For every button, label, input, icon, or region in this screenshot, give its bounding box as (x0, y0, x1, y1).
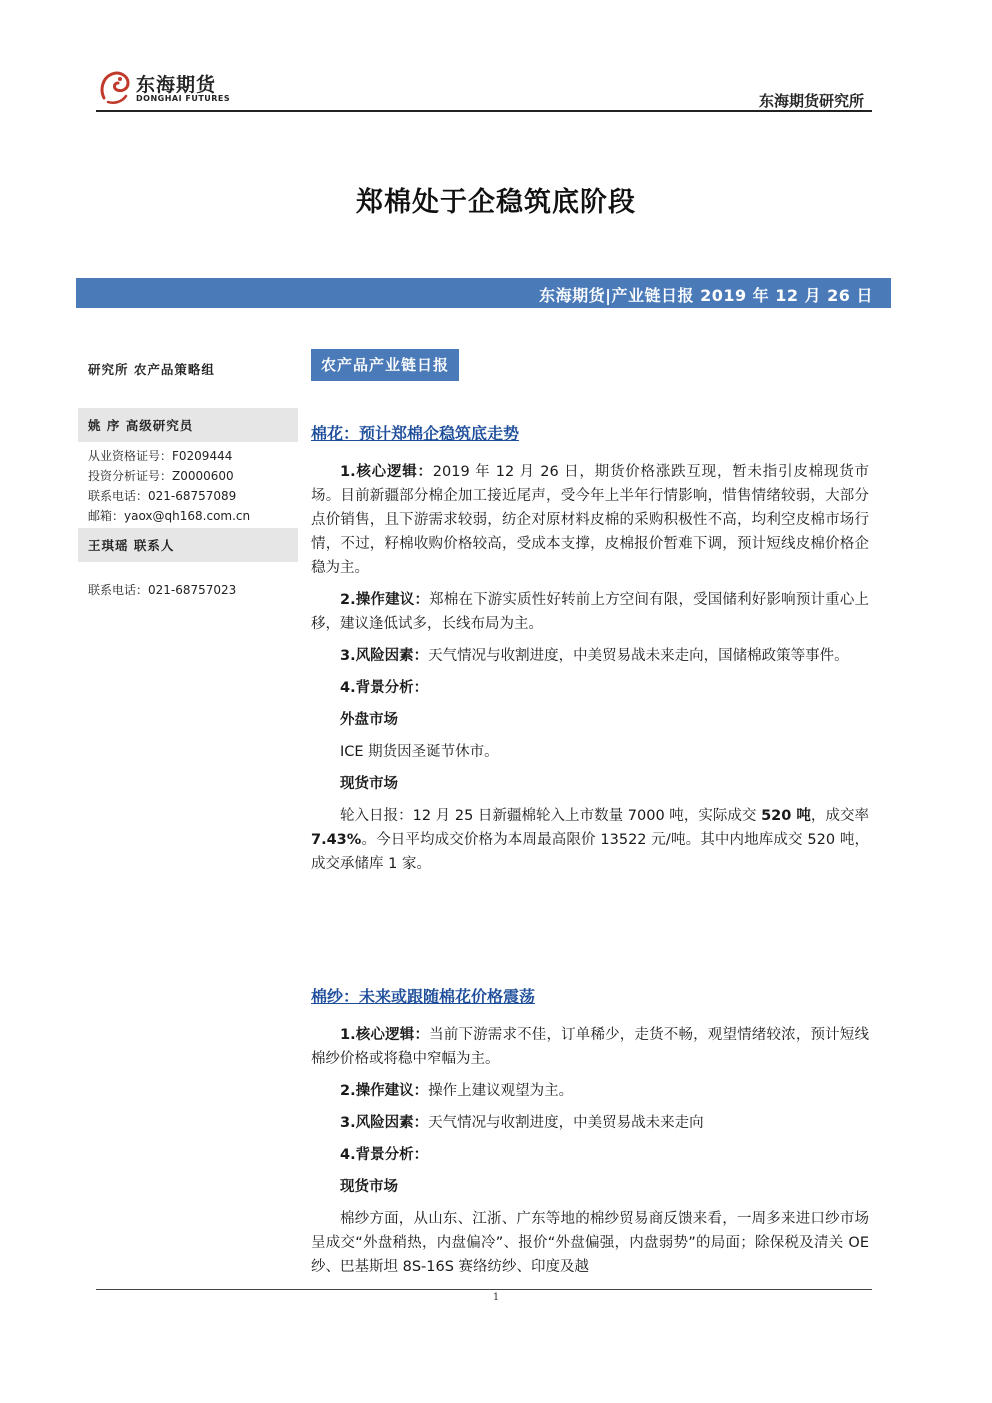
cotton-spot-market-text: 轮入日报：12 月 25 日新疆棉轮入上市数量 7000 吨，实际成交 520 吨，成交率 7.43%。今日平均成交价格为本周最高限价 13522 元/吨。其中内地库成交 520 吨，成交承储库 1 家。 (311, 808, 869, 872)
yarn-core-logic: 1.核心逻辑：当前下游需求不佳，订单稀少，走货不畅，观望情绪较浓，预计短线棉纱价格或将稳中窄幅为主。 (311, 1027, 869, 1067)
report-type-tag: 农产品产业链日报 (311, 349, 459, 381)
cotton-section (311, 422, 869, 884)
cotton-section-title: 棉花：预计郑棉企稳筑底走势 (311, 424, 520, 443)
yarn-spot-market-heading: 现货市场 (340, 1179, 398, 1195)
document-title: 郑棉处于企稳筑底阶段 (356, 187, 636, 218)
cotton-background-label: 4.背景分析： (340, 680, 429, 696)
cotton-risk: 3.风险因素：天气情况与收割进度，中美贸易战未来走向，国储棉政策等事件。 (340, 648, 849, 664)
yarn-risk: 3.风险因素：天气情况与收割进度，中美贸易战未来走向 (340, 1115, 704, 1131)
analyst-phone: 联系电话：021-68757089 (88, 489, 237, 503)
report-banner (76, 278, 891, 308)
contact-name-title: 王琪瑶 联系人 (78, 528, 298, 562)
cotton-foreign-market-heading: 外盘市场 (340, 712, 398, 728)
cotton-foreign-market-text: ICE 期货因圣诞节休市。 (340, 744, 499, 760)
page-number: 1 (492, 1292, 500, 1303)
department-label: 研究所 农产品策略组 (88, 362, 215, 377)
yarn-background-label: 4.背景分析： (340, 1147, 429, 1163)
yarn-section (311, 985, 869, 1287)
yarn-suggestion: 2.操作建议：操作上建议观望为主。 (340, 1083, 574, 1099)
analyst-email: 邮箱：yaox@qh168.com.cn (88, 509, 251, 523)
analyst-qualification: 从业资格证号：F0209444 (88, 449, 233, 463)
banner-text: 东海期货|产业链日报 2019 年 12 月 26 日 (539, 286, 873, 305)
cotton-spot-market-heading: 现货市场 (340, 776, 398, 792)
institute-name: 东海期货研究所 (758, 92, 864, 110)
logo-chinese-text: 东海期货 (136, 74, 217, 96)
author-sidebar (78, 352, 298, 600)
cotton-suggestion: 2.操作建议：郑棉在下游实质性好转前上方空间有限，受国储利好影响预计重心上移，建议逢低试多，长线布局为主。 (311, 592, 869, 632)
contact-phone: 联系电话：021-68757023 (88, 583, 237, 597)
cotton-core-logic: 1.核心逻辑：2019 年 12 月 26 日，期货价格涨跌互现，暂未指引皮棉现货市场。目前新疆部分棉企加工接近尾声，受今年上半年行情影响，惜售情绪较弱，大部分点价销售，且下游需求较弱，纺企对原材料皮棉的采购积极性不高，均利空皮棉市场行情，不过，籽棉收购价格较高，受成本支撑，皮棉报价暂难下调，预计短线皮棉价格企稳为主。 (311, 464, 869, 576)
yarn-spot-market-text: 棉纱方面，从山东、江浙、广东等地的棉纱贸易商反馈来看，一周多来进口纱市场呈成交“外盘稍热，内盘偏冷”、报价“外盘偏强，内盘弱势”的局面；除保税及清关 OE 纱、巴基斯坦 8S-16S 赛络纺纱、印度及越 (311, 1211, 869, 1275)
header-divider (96, 110, 872, 112)
dragon-logo-icon (98, 68, 132, 106)
analyst-investment-cert: 投资分析证号：Z0000600 (88, 469, 234, 483)
logo-english-text: DONGHAI FUTURES (136, 94, 231, 103)
yarn-section-title: 棉纱：未来或跟随棉花价格震荡 (311, 987, 536, 1006)
company-logo (98, 68, 231, 108)
analyst-name-title: 姚 序 高级研究员 (78, 408, 298, 442)
footer-divider (96, 1289, 872, 1290)
